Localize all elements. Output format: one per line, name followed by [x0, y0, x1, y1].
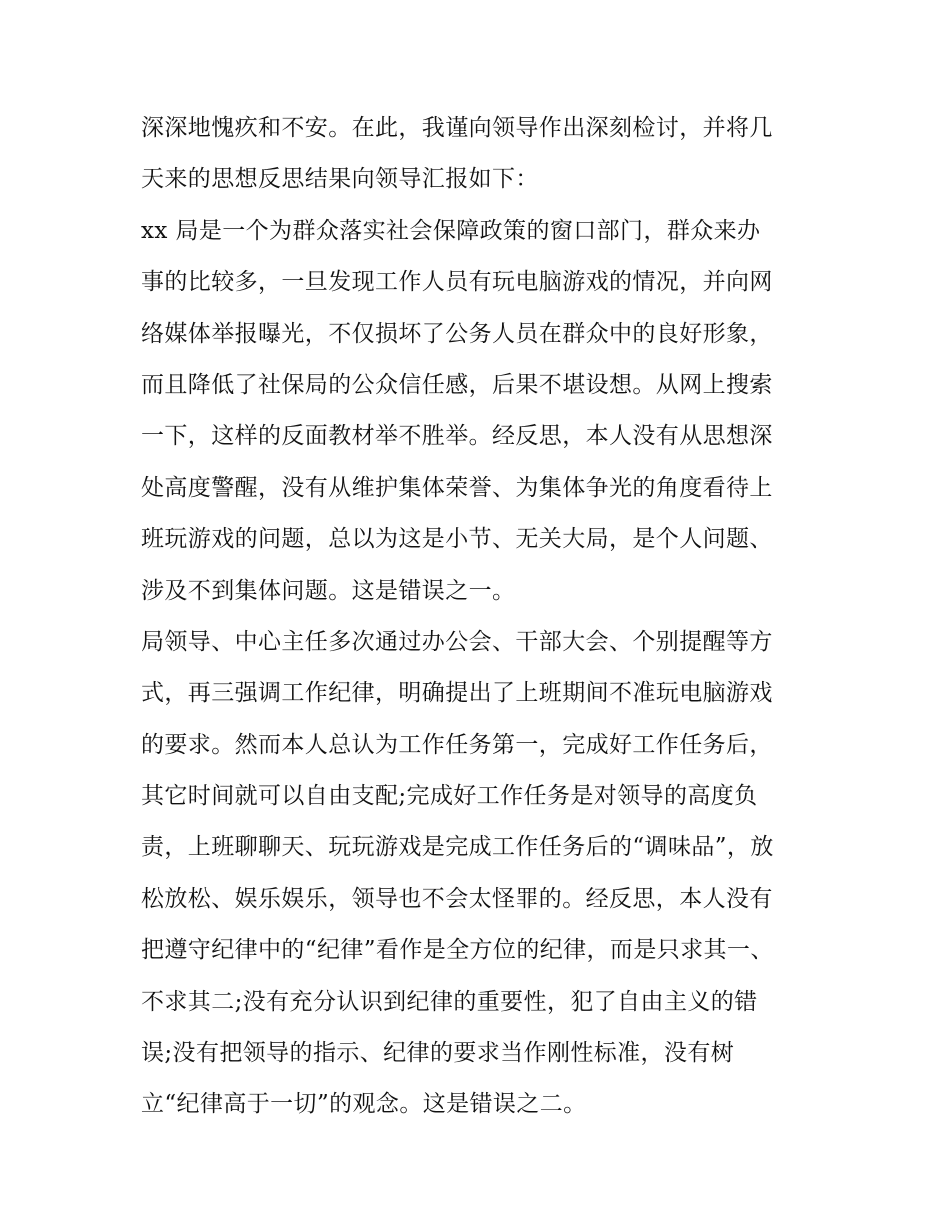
document-body — [141, 103, 821, 1131]
text-line: 班玩游戏的问题，总以为这是小节、无关大局，是个人问题、 — [141, 526, 773, 553]
text-line: 涉及不到集体问题。这是错误之一。 — [141, 577, 516, 604]
text-line: 络媒体举报曝光，不仅损坏了公务人员在群众中的良好形象， — [141, 320, 773, 347]
text-line: 式，再三强调工作纪律，明确提出了上班期间不准玩电脑游戏 — [141, 680, 773, 707]
text-line: 责，上班聊聊天、玩玩游戏是完成工作任务后的“调味品”，放 — [141, 834, 774, 861]
text-line: 处高度警醒，没有从维护集体荣誉、为集体争光的角度看待上 — [141, 474, 773, 501]
text-line: 立“纪律高于一切”的观念。这是错误之二。 — [141, 1091, 587, 1118]
text-line: 把遵守纪律中的“纪律”看作是全方位的纪律，而是只求其一、 — [141, 937, 774, 964]
text-line: 天来的思想反思结果向领导汇报如下： — [141, 166, 539, 193]
text-line: 事的比较多，一旦发现工作人员有玩电脑游戏的情况，并向网 — [141, 269, 773, 296]
text-line: 深深地愧疚和不安。在此，我谨向领导作出深刻检讨，并将几 — [141, 115, 773, 141]
text-line: 一下，这样的反面教材举不胜举。经反思，本人没有从思想深 — [141, 423, 773, 450]
text-line: 而且降低了社保局的公众信任感，后果不堪设想。从网上搜索 — [141, 371, 773, 398]
text-line: xx 局是一个为群众落实社会保障政策的窗口部门，群众来办 — [141, 217, 761, 244]
text-line: 局领导、中心主任多次通过办公会、干部大会、个别提醒等方 — [141, 628, 773, 655]
text-line: 其它时间就可以自由支配;完成好工作任务是对领导的高度负 — [141, 783, 758, 810]
text-line: 误;没有把领导的指示、纪律的要求当作刚性标准，没有树 — [141, 1040, 735, 1067]
text-line: 松放松、娱乐娱乐，领导也不会太怪罪的。经反思，本人没有 — [141, 885, 773, 912]
text-line: 的要求。然而本人总认为工作任务第一，完成好工作任务后， — [141, 731, 773, 758]
text-line: 不求其二;没有充分认识到纪律的重要性，犯了自由主义的错 — [141, 988, 758, 1015]
